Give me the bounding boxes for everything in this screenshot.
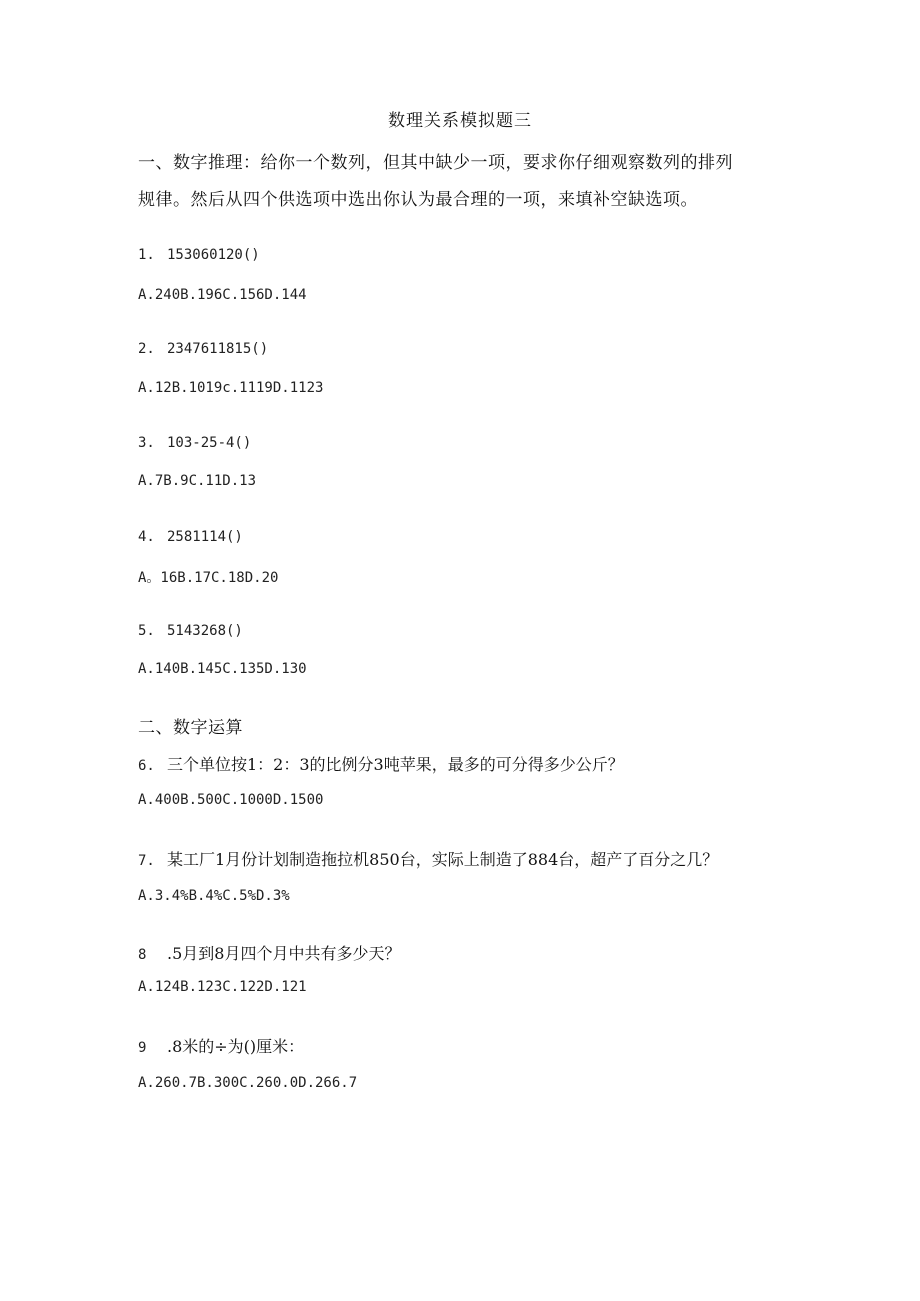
question-number: 5. bbox=[138, 623, 155, 639]
question-1-options: A.240B.196C.156D.144 bbox=[138, 287, 307, 303]
question-text: .5月到8月四个月中共有多少天？ bbox=[167, 944, 401, 963]
question-text: 103-25-4() bbox=[167, 435, 252, 451]
question-text: 5143268() bbox=[167, 623, 243, 639]
question-text: 三个单位按1：2：3的比例分3吨苹果，最多的可分得多少公斤？ bbox=[167, 755, 624, 774]
question-text: 153060120() bbox=[167, 247, 260, 263]
question-number: 8 bbox=[138, 947, 147, 963]
question-text: 某工厂1月份计划制造拖拉机850台，实际上制造了884台，超产了百分之几？ bbox=[167, 850, 719, 869]
question-8 bbox=[138, 941, 400, 964]
question-4 bbox=[138, 529, 243, 545]
question-9 bbox=[138, 1034, 304, 1057]
question-2-options: A.12B.1019c.1119D.1123 bbox=[138, 380, 324, 396]
question-number: 7. bbox=[138, 853, 155, 869]
question-7-options: A.3.4%B.4%C.5%D.3% bbox=[138, 888, 290, 904]
question-9-options: A.260.7B.300C.260.0D.266.7 bbox=[138, 1075, 358, 1091]
question-1 bbox=[138, 247, 260, 263]
question-6 bbox=[138, 752, 624, 775]
question-number: 9 bbox=[138, 1040, 147, 1056]
question-number: 1. bbox=[138, 247, 155, 263]
question-number: 4. bbox=[138, 529, 155, 545]
section1-heading-line1: 一、数字推理：给你一个数列，但其中缺少一项，要求你仔细观察数列的排列 bbox=[138, 153, 733, 173]
question-text: .8米的÷为()厘米： bbox=[167, 1037, 305, 1056]
page-title: 数理关系模拟题三 bbox=[388, 111, 532, 131]
question-number: 2. bbox=[138, 341, 155, 357]
question-number: 3. bbox=[138, 435, 155, 451]
question-8-options: A.124B.123C.122D.121 bbox=[138, 979, 307, 995]
question-3 bbox=[138, 435, 251, 451]
question-2 bbox=[138, 341, 268, 357]
question-5-options: A.140B.145C.135D.130 bbox=[138, 661, 307, 677]
question-6-options: A.400B.500C.1000D.1500 bbox=[138, 792, 324, 808]
question-text: 2347611815() bbox=[167, 341, 269, 357]
question-4-options: A。16B.17C.18D.20 bbox=[138, 570, 279, 586]
section1-heading-line2: 规律。然后从四个供选项中选出你认为最合理的一项，来填补空缺选项。 bbox=[138, 190, 698, 210]
question-number: 6. bbox=[138, 758, 155, 774]
question-7 bbox=[138, 847, 718, 870]
question-text: 2581114() bbox=[167, 529, 243, 545]
section2-heading: 二、数字运算 bbox=[138, 718, 243, 738]
question-3-options: A.7B.9C.11D.13 bbox=[138, 473, 257, 489]
question-5 bbox=[138, 623, 243, 639]
